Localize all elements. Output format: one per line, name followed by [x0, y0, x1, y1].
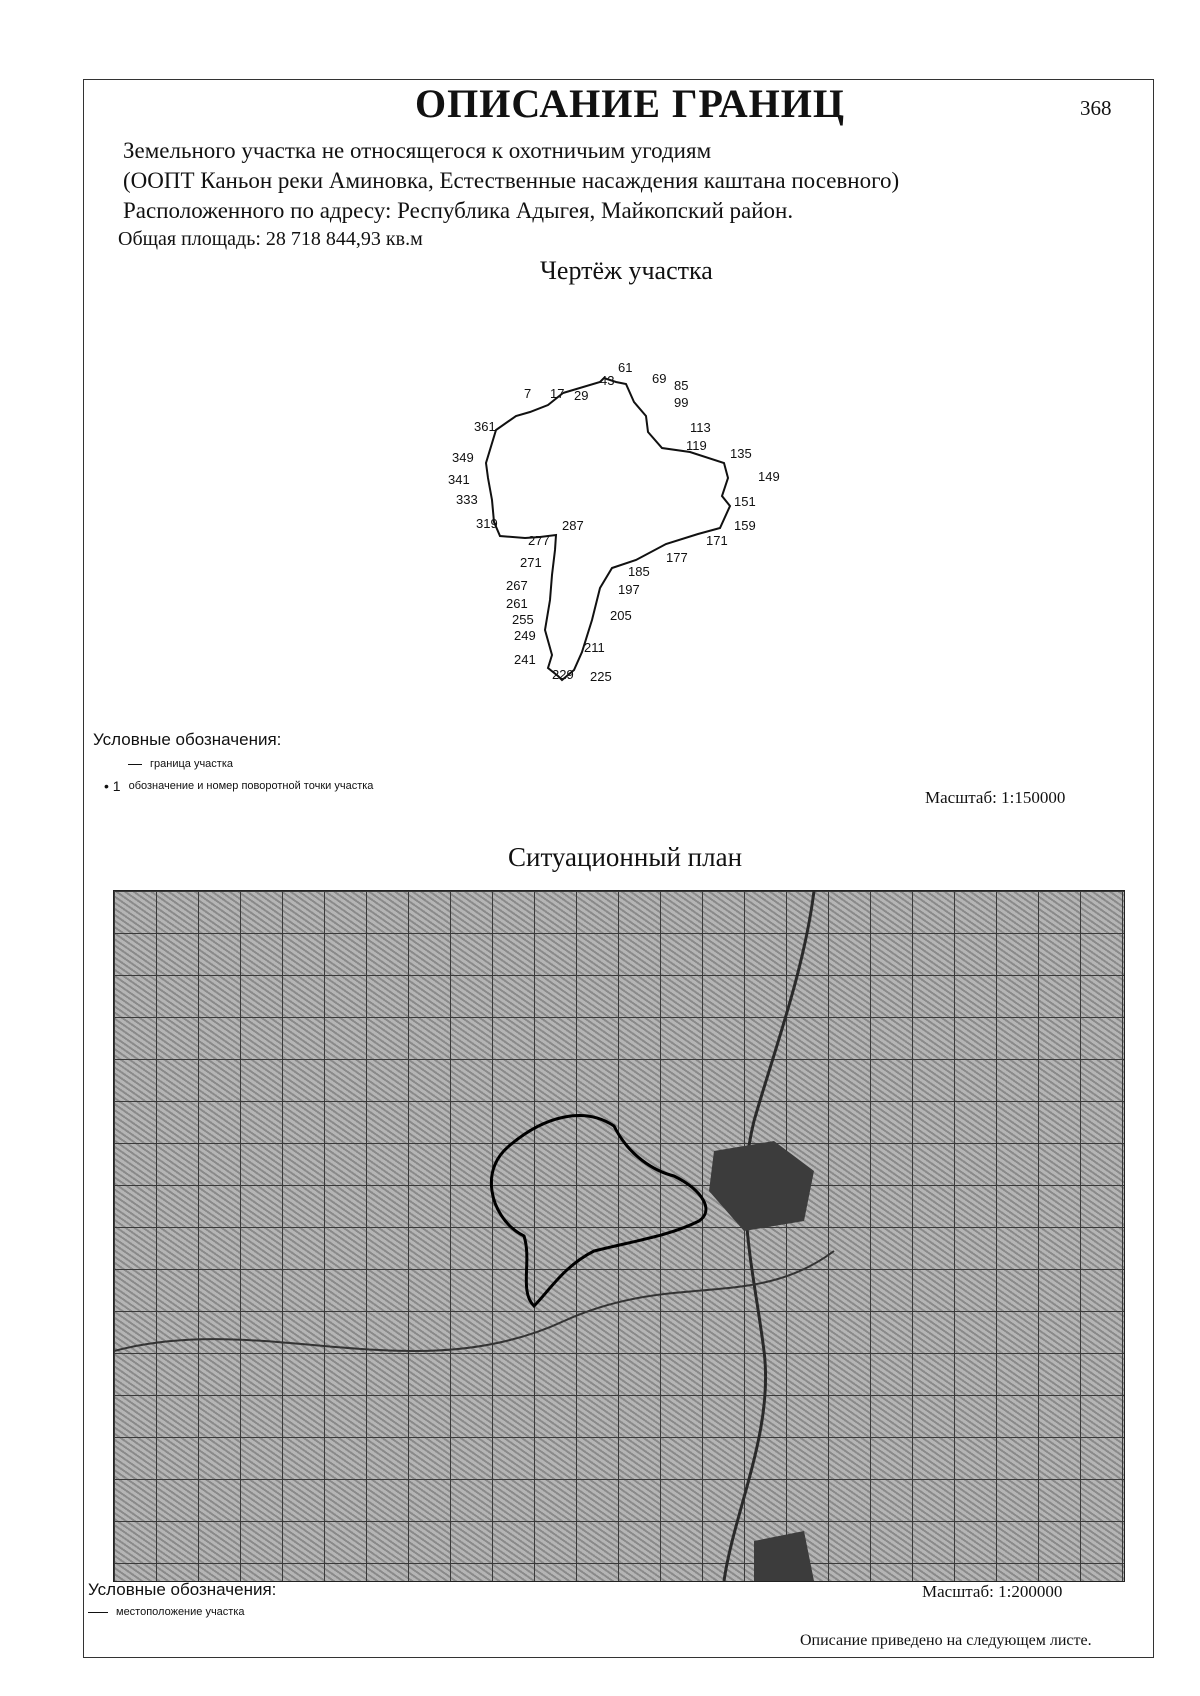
turning-point-label: 271 — [520, 555, 542, 570]
drawing-legend-title: Условные обозначения: — [93, 730, 282, 749]
turning-point-label: 85 — [674, 378, 689, 393]
map-overlay — [114, 891, 1124, 1581]
road-line — [114, 1251, 834, 1351]
legend-location-row — [88, 1606, 245, 1618]
description-line-3: Расположенного по адресу: Республика Адыгея, Майкопский район. — [123, 198, 794, 223]
description-line-2: (ООПТ Каньон реки Аминовка, Естественные насаждения каштана посевного) — [123, 168, 900, 193]
turning-point-label: 241 — [514, 652, 536, 667]
turning-point-label: 287 — [562, 518, 584, 533]
drawing-scale: Масштаб: 1:150000 — [925, 788, 1066, 807]
total-area: Общая площадь: 28 718 844,93 кв.м — [118, 228, 423, 250]
turning-point-label: 361 — [474, 419, 496, 434]
turning-point-label: 197 — [618, 582, 640, 597]
turning-point-label: 185 — [628, 564, 650, 579]
turning-point-label: 249 — [514, 628, 536, 643]
turning-point-label: 211 — [584, 640, 605, 655]
turning-point-label: 99 — [674, 395, 689, 410]
turning-point-label: 151 — [734, 494, 756, 509]
turning-point-label: 267 — [506, 578, 528, 593]
turning-point-label: 349 — [452, 450, 474, 465]
turning-point-label: 149 — [758, 469, 780, 484]
turning-point-label: 135 — [730, 446, 752, 461]
page-number: 368 — [1080, 96, 1112, 120]
turning-point-label: 225 — [590, 669, 612, 684]
turning-point-label: 61 — [618, 360, 633, 375]
legend-location-label: местоположение участка — [116, 1606, 245, 1618]
turning-point-label: 171 — [706, 533, 728, 548]
drawing-heading: Чертёж участка — [540, 256, 713, 285]
turning-point-label: 29 — [574, 388, 589, 403]
turning-point-label: 229 — [552, 667, 574, 682]
turning-point-label: 333 — [456, 492, 478, 507]
turning-point-label: 255 — [512, 612, 534, 627]
turning-point-label: 341 — [448, 472, 470, 487]
boundary-line-icon — [128, 764, 142, 765]
plot-boundary-drawing — [0, 0, 1200, 720]
legend-boundary-label: граница участка — [150, 758, 233, 770]
turning-point-label: 177 — [666, 550, 688, 565]
turning-point-label: 113 — [690, 420, 711, 435]
turning-point-label: 205 — [610, 608, 632, 623]
description-line-1: Земельного участка не относящегося к охотничьим угодиям — [123, 138, 712, 163]
turning-point-label: 69 — [652, 371, 667, 386]
situation-heading: Ситуационный план — [508, 842, 743, 872]
legend-point-row — [104, 778, 373, 794]
situation-map — [113, 890, 1125, 1582]
turning-point-label: 7 — [524, 386, 532, 401]
turning-point-label: 261 — [506, 596, 528, 611]
footer-note: Описание приведено на следующем листе. — [800, 1632, 1092, 1649]
turning-point-label: 319 — [476, 516, 498, 531]
location-line-icon — [88, 1612, 108, 1613]
plot-location-outline — [491, 1116, 706, 1306]
turning-point-label: 159 — [734, 518, 756, 533]
turning-point-label: 17 — [550, 386, 565, 401]
document-title: ОПИСАНИЕ ГРАНИЦ — [414, 81, 846, 126]
turning-point-label: 277 — [528, 533, 550, 548]
legend-boundary-row — [128, 758, 233, 770]
situation-scale: Масштаб: 1:200000 — [922, 1582, 1063, 1601]
turning-point-symbol: • 1 — [104, 778, 121, 794]
river-line — [724, 891, 814, 1581]
turning-point-label: 119 — [686, 438, 707, 453]
settlement-area — [754, 1531, 814, 1581]
settlement-area — [709, 1141, 814, 1231]
situation-legend-title: Условные обозначения: — [88, 1580, 277, 1599]
turning-point-label: 43 — [600, 373, 615, 388]
legend-point-label: обозначение и номер поворотной точки участка — [128, 780, 374, 792]
